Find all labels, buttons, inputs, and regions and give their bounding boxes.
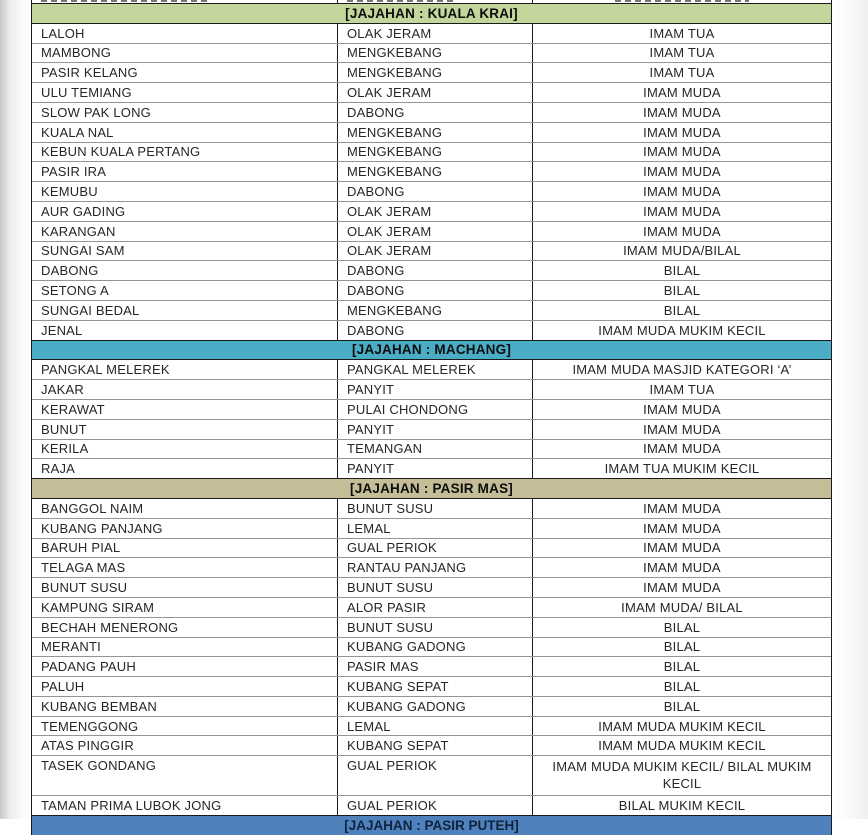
place-cell: KUBANG PANJANG <box>32 519 338 538</box>
table-row <box>32 598 831 618</box>
mukim-cell: KUBANG GADONG <box>338 638 533 657</box>
position-cell: IMAM MUDA <box>643 520 721 536</box>
mukim-cell: LEMAL <box>338 717 533 736</box>
mukim-cell: GUAL PERIOK <box>338 539 533 558</box>
mukim-cell: GUAL PERIOK <box>338 796 533 815</box>
table-row <box>32 400 831 420</box>
table-row <box>32 796 831 816</box>
mukim-cell: OLAK JERAM <box>338 24 533 43</box>
position-cell: IMAM MUDA <box>643 560 721 576</box>
table-row <box>32 578 831 598</box>
place-cell: ATAS PINGGIR <box>32 736 338 755</box>
position-cell: IMAM MUDA <box>643 184 721 200</box>
table-row <box>32 539 831 559</box>
position-cell: BILAL <box>663 302 701 318</box>
clipped-position-cell <box>533 0 831 3</box>
table-row <box>32 420 831 440</box>
section-title: [JAJAHAN : MACHANG] <box>351 342 512 358</box>
position-cell: IMAM MUDA/BILAL <box>623 243 741 259</box>
mukim-cell: DABONG <box>338 182 533 201</box>
place-cell: TASEK GONDANG <box>32 756 338 795</box>
mukim-cell: MENGKEBANG <box>338 44 533 63</box>
mukim-cell: GUAL PERIOK <box>338 756 533 795</box>
mukim-cell: DABONG <box>338 103 533 122</box>
table-row <box>32 677 831 697</box>
place-cell: PANGKAL MELEREK <box>32 360 338 379</box>
position-cell: IMAM MUDA <box>643 164 721 180</box>
position-cell: IMAM MUDA <box>643 223 721 239</box>
position-cell: IMAM TUA <box>649 382 715 398</box>
table-row <box>32 123 831 143</box>
place-cell: AUR GADING <box>32 202 338 221</box>
table-row <box>32 657 831 677</box>
mukim-cell: MENGKEBANG <box>338 143 533 162</box>
place-cell: KEMUBU <box>32 182 338 201</box>
place-cell: BARUH PIAL <box>32 539 338 558</box>
position-cell: IMAM MUDA <box>643 441 721 457</box>
mukim-cell: BUNUT SUSU <box>338 618 533 637</box>
place-cell: TEMENGGONG <box>32 717 338 736</box>
table-row <box>32 756 831 796</box>
position-cell: IMAM TUA MUKIM KECIL <box>604 461 760 477</box>
place-cell: KAMPUNG SIRAM <box>32 598 338 617</box>
position-cell: IMAM MUDA <box>643 500 721 516</box>
clipped-place-cell <box>32 0 338 3</box>
table-row <box>32 736 831 756</box>
position-cell: IMAM MUDA <box>643 85 721 101</box>
table-row <box>32 638 831 658</box>
mukim-cell: MENGKEBANG <box>338 301 533 320</box>
place-cell: DABONG <box>32 261 338 280</box>
table-row <box>32 143 831 163</box>
mukim-cell: PASIR MAS <box>338 657 533 676</box>
table-body <box>32 4 831 816</box>
position-cell: IMAM MUDA/ BILAL <box>621 599 743 615</box>
place-cell: KERAWAT <box>32 400 338 419</box>
table-row <box>32 499 831 519</box>
section-header <box>32 479 831 499</box>
place-cell: BUNUT SUSU <box>32 578 338 597</box>
place-cell: MERANTI <box>32 638 338 657</box>
position-cell: IMAM MUDA <box>643 421 721 437</box>
clipped-mukim-cell <box>338 0 533 3</box>
position-cell: BILAL <box>663 659 701 675</box>
place-cell: SETONG A <box>32 281 338 300</box>
table-row <box>32 558 831 578</box>
mukim-cell: LEMAL <box>338 519 533 538</box>
mukim-cell: OLAK JERAM <box>338 222 533 241</box>
position-cell: IMAM MUDA MUKIM KECIL <box>598 738 766 754</box>
place-cell: BANGGOL NAIM <box>32 499 338 518</box>
mukim-cell: PANYIT <box>338 380 533 399</box>
place-cell: PASIR KELANG <box>32 63 338 82</box>
table-row <box>32 261 831 281</box>
table-row <box>32 202 831 222</box>
position-cell: IMAM TUA <box>649 65 715 81</box>
table-row <box>32 24 831 44</box>
position-cell: IMAM TUA <box>649 45 715 61</box>
table-row <box>32 182 831 202</box>
place-cell: RAJA <box>32 459 338 478</box>
table-row <box>32 44 831 64</box>
position-cell: IMAM MUDA <box>643 203 721 219</box>
place-cell: BUNUT <box>32 420 338 439</box>
place-cell: JAKAR <box>32 380 338 399</box>
place-cell: KARANGAN <box>32 222 338 241</box>
position-cell: BILAL MUKIM KECIL <box>618 797 746 813</box>
mukim-cell: BUNUT SUSU <box>338 578 533 597</box>
mukim-cell: PULAI CHONDONG <box>338 400 533 419</box>
mukim-cell: PANYIT <box>338 420 533 439</box>
table-row <box>32 242 831 262</box>
place-cell: PASIR IRA <box>32 162 338 181</box>
mukim-cell: TEMANGAN <box>338 440 533 459</box>
table-row <box>32 380 831 400</box>
position-cell: BILAL <box>663 678 701 694</box>
position-cell: BILAL <box>663 283 701 299</box>
table-row <box>32 162 831 182</box>
position-cell: IMAM TUA <box>649 25 715 41</box>
table-row <box>32 63 831 83</box>
table-row <box>32 697 831 717</box>
place-cell: MAMBONG <box>32 44 338 63</box>
position-cell: IMAM MUDA MUKIM KECIL/ BILAL MUKIM KECIL <box>552 758 812 792</box>
section-header <box>32 4 831 24</box>
position-cell: IMAM MUDA MUKIM KECIL <box>598 322 766 338</box>
place-cell: LALOH <box>32 24 338 43</box>
position-cell: BILAL <box>663 639 701 655</box>
table-row <box>32 103 831 123</box>
table-row <box>32 440 831 460</box>
table-row <box>32 717 831 737</box>
mukim-cell: OLAK JERAM <box>338 242 533 261</box>
place-cell: TAMAN PRIMA LUBOK JONG <box>32 796 338 815</box>
mukim-cell: MENGKEBANG <box>338 63 533 82</box>
place-cell: SUNGAI SAM <box>32 242 338 261</box>
mukim-cell: OLAK JERAM <box>338 83 533 102</box>
table-row <box>32 618 831 638</box>
position-cell: BILAL <box>663 619 701 635</box>
position-cell: BILAL <box>663 698 701 714</box>
mukim-cell: DABONG <box>338 281 533 300</box>
table-row <box>32 222 831 242</box>
mukim-cell: BUNUT SUSU <box>338 499 533 518</box>
jajahan-table <box>31 0 832 835</box>
place-cell: KUBANG BEMBAN <box>32 697 338 716</box>
section-title: [JAJAHAN : KUALA KRAI] <box>345 5 518 21</box>
section-header <box>32 341 831 361</box>
position-cell: IMAM MUDA <box>643 124 721 140</box>
place-cell: SUNGAI BEDAL <box>32 301 338 320</box>
place-cell: BECHAH MENERONG <box>32 618 338 637</box>
mukim-cell: DABONG <box>338 261 533 280</box>
mukim-cell: KUBANG SEPAT <box>338 736 533 755</box>
place-cell: KEBUN KUALA PERTANG <box>32 143 338 162</box>
mukim-cell: ALOR PASIR <box>338 598 533 617</box>
mukim-cell: PANYIT <box>338 459 533 478</box>
section-title: [JAJAHAN : PASIR PUTEH] <box>344 818 519 834</box>
place-cell: JENAL <box>32 321 338 340</box>
place-cell: ULU TEMIANG <box>32 83 338 102</box>
place-cell: SLOW PAK LONG <box>32 103 338 122</box>
table-row <box>32 321 831 341</box>
position-cell: IMAM MUDA <box>643 540 721 556</box>
position-cell: IMAM MUDA <box>643 104 721 120</box>
mukim-cell: PANGKAL MELEREK <box>338 360 533 379</box>
mukim-cell: RANTAU PANJANG <box>338 558 533 577</box>
mukim-cell: KUBANG SEPAT <box>338 677 533 696</box>
table-row <box>32 83 831 103</box>
place-cell: PALUH <box>32 677 338 696</box>
place-cell: KERILA <box>32 440 338 459</box>
position-cell: IMAM MUDA MUKIM KECIL <box>598 718 766 734</box>
place-cell: TELAGA MAS <box>32 558 338 577</box>
table-row <box>32 360 831 380</box>
section-title: [JAJAHAN : PASIR MAS] <box>350 481 513 497</box>
place-cell: PADANG PAUH <box>32 657 338 676</box>
place-cell: KUALA NAL <box>32 123 338 142</box>
position-cell: IMAM MUDA <box>643 401 721 417</box>
position-cell: IMAM MUDA MASJID KATEGORI ‘A’ <box>572 362 792 378</box>
mukim-cell: MENGKEBANG <box>338 162 533 181</box>
mukim-cell: DABONG <box>338 321 533 340</box>
mukim-cell: OLAK JERAM <box>338 202 533 221</box>
mukim-cell: MENGKEBANG <box>338 123 533 142</box>
position-cell: IMAM MUDA <box>643 580 721 595</box>
table-row <box>32 519 831 539</box>
table-row <box>32 459 831 479</box>
position-cell: BILAL <box>663 263 701 279</box>
position-cell: IMAM MUDA <box>643 144 721 160</box>
table-row <box>32 301 831 321</box>
mukim-cell: KUBANG GADONG <box>338 697 533 716</box>
table-row <box>32 281 831 301</box>
